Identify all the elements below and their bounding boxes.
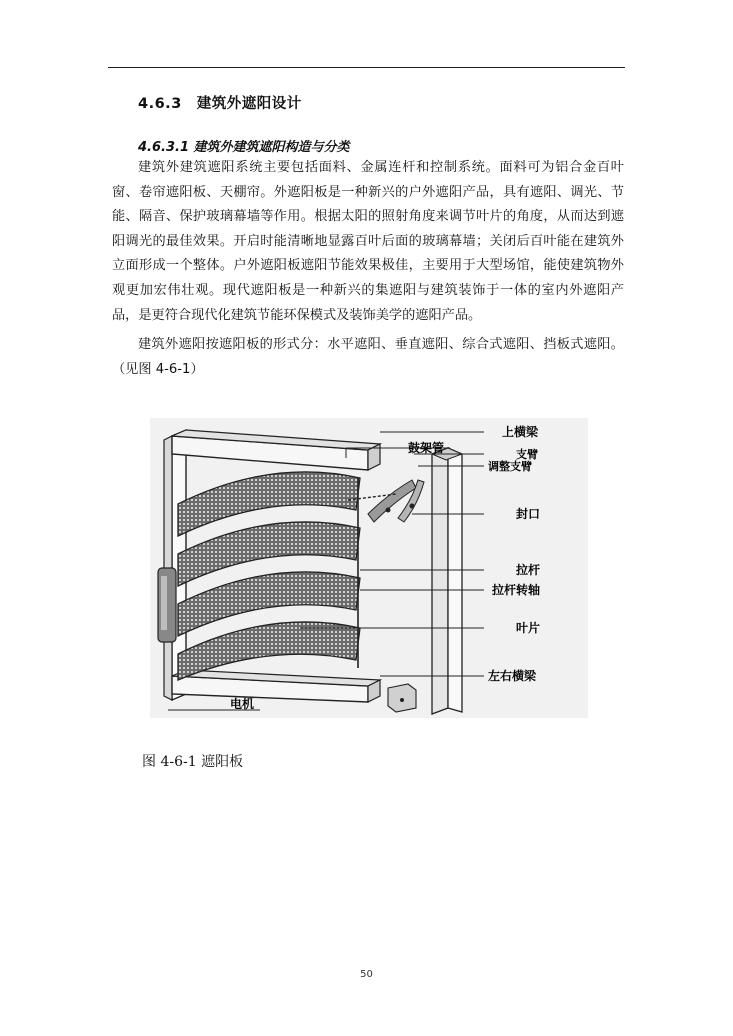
label-frame-tube: 鼓架管 — [408, 441, 445, 455]
section-heading: 4.6.3 建筑外遮阳设计 — [138, 96, 302, 112]
label-bracket: 支臂 — [516, 448, 538, 461]
label-top-beam: 上横梁 — [502, 425, 539, 439]
right-post — [432, 448, 462, 714]
motor — [158, 568, 176, 642]
label-adjust-bracket: 调整支臂 — [488, 460, 532, 473]
label-end-cap: 封口 — [516, 507, 541, 521]
figure-caption: 图 4-6-1 遮阳板 — [142, 754, 244, 770]
label-blade: 叶片 — [516, 621, 541, 635]
label-pull-rod: 拉杆 — [516, 563, 541, 577]
sunshade-diagram — [150, 418, 588, 718]
end-cap-piece — [388, 684, 416, 712]
label-pull-rod-pivot: 拉杆转轴 — [492, 583, 541, 597]
subsection-heading: 4.6.3.1 建筑外建筑遮阳构造与分类 — [138, 140, 350, 155]
page-number: 50 — [360, 969, 373, 980]
header-rule — [108, 67, 625, 68]
label-side-beam: 左右横梁 — [488, 669, 537, 683]
body-paragraph-2: 建筑外遮阳按遮阳板的形式分：水平遮阳、垂直遮阳、综合式遮阳、挡板式遮阳。（见图 4-6-1） — [112, 337, 624, 377]
body-paragraph-1: 建筑外建筑遮阳系统主要包括面料、金属连杆和控制系统。面料可为铝合金百叶窗、卷帘遮阳板、天棚帘。外遮阳板是一种新兴的户外遮阳产品，具有遮阳、调光、节能、隔音、保护玻璃幕墙等作用。根据太阳的照射角度来调节叶片的角度，从而达到遮阳调光的最佳效果。开启时能清晰地显露百叶后面的玻璃幕墙；关闭后百叶能在建筑外立面形成一个整体。户外遮阳板遮阳节能效果极佳，主要用于大型场馆，能使建筑物外观更加宏伟壮观。现代遮阳板是一种新兴的集遮阳与建筑装饰于一体的室内外遮阳产品，是更符合现代化建筑节能环保模式及装饰美学的遮阳产品。 — [112, 160, 624, 323]
label-motor: 电机 — [230, 697, 255, 711]
